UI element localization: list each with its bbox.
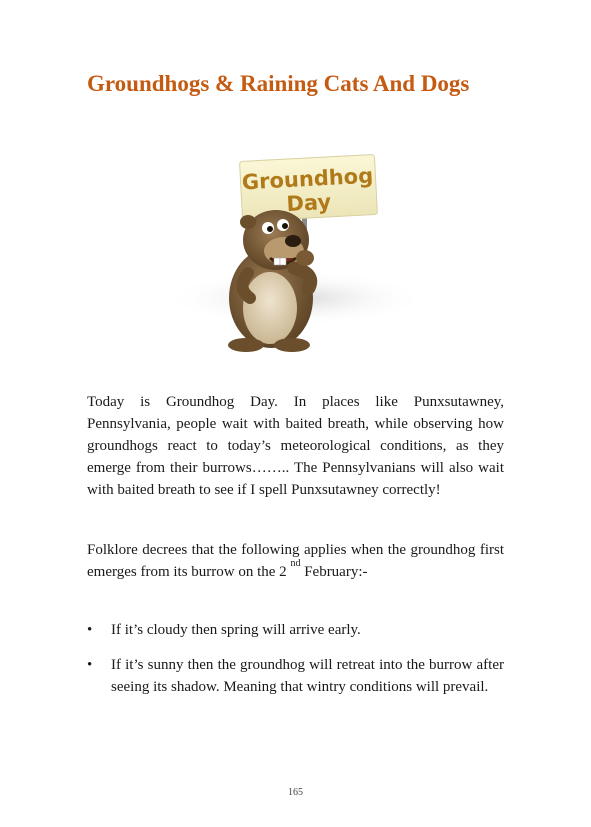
bullet-symbol: • <box>87 657 93 673</box>
folklore-text-start: Folklore decrees that the following applies when the groundhog first emerges from its burrow on the 2 <box>87 542 504 580</box>
folklore-paragraph <box>87 539 504 583</box>
folklore-text-end: February:- <box>300 564 368 580</box>
sign-text-line1: Groundhog <box>241 163 374 195</box>
groundhog-day-illustration <box>166 148 428 358</box>
list-item <box>87 619 504 641</box>
list-item-text: If it’s cloudy then spring will arrive early. <box>111 622 361 638</box>
sign-text-line2: Day <box>285 189 332 217</box>
list-item <box>87 654 504 698</box>
intro-paragraph-block <box>87 391 504 501</box>
page-number: 165 <box>288 787 303 798</box>
ordinal-suffix: nd <box>290 558 301 569</box>
folklore-bullet-list <box>87 619 504 711</box>
intro-paragraph: Today is Groundhog Day. In places like Punxsutawney, Pennsylvania, people wait with baited breath, while observing how groundhogs react to today’s meteorological conditions, as they emerge from their burrows…….. The Pennsylvanians will also wait with baited breath to see if I spell Punxsutawney correctly! <box>87 394 504 498</box>
folklore-paragraph-block <box>87 539 504 583</box>
bullet-symbol: • <box>87 622 93 638</box>
page-title: Groundhogs & Raining Cats And Dogs <box>87 71 470 96</box>
list-item-text: If it’s sunny then the groundhog will retreat into the burrow after seeing its shadow. Meaning that wintry conditions will prevail. <box>111 657 504 695</box>
